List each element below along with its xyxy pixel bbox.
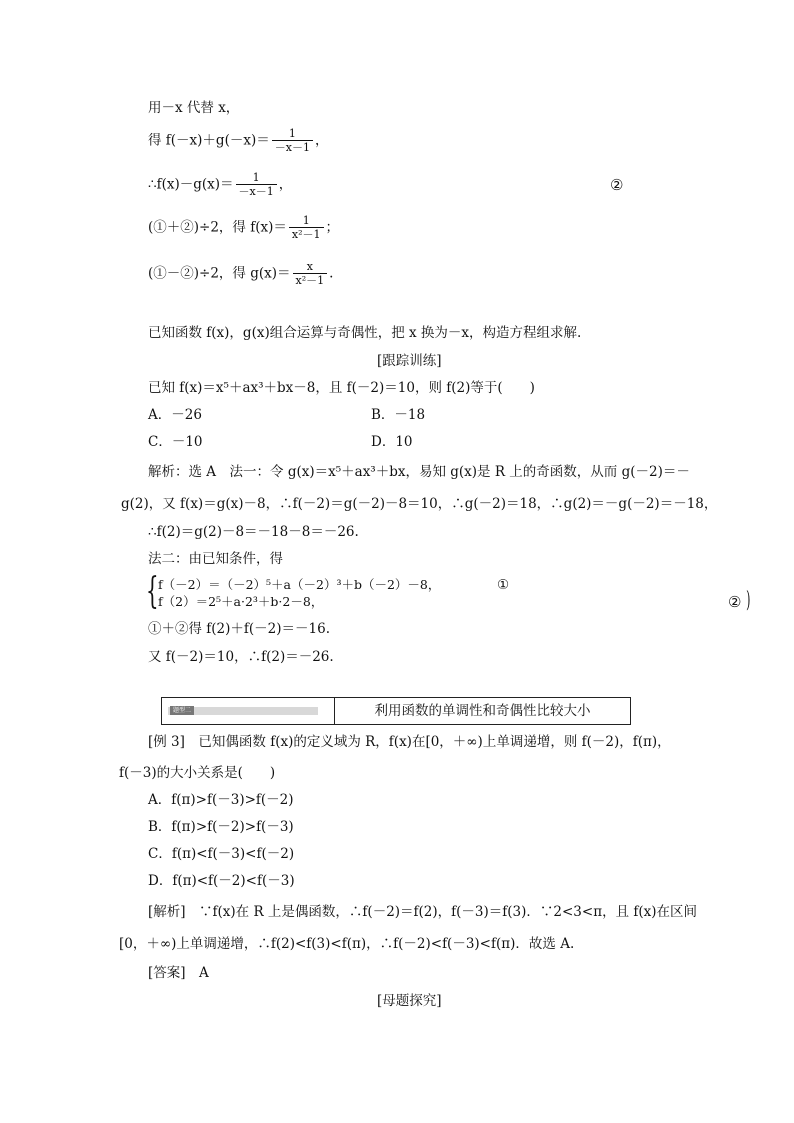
- practice-heading: [跟踪训练]: [377, 353, 442, 369]
- analysis-line-1: [解析] ∵f(x)在 R 上是偶函数，∴f(－2)＝f(2)，f(－3)＝f(3)．∵2<3<π，且 f(x)在区间: [148, 904, 698, 920]
- fraction: [289, 215, 324, 241]
- method-summary: 已知函数 f(x)，g(x)组合运算与奇偶性，把 x 换为－x，构造方程组求解.: [148, 325, 582, 341]
- example-option-b: B．f(π)>f(－2)>f(－3): [148, 819, 294, 835]
- equation-mark-2: ②: [610, 176, 624, 194]
- fraction-denominator: －x－1: [272, 140, 313, 154]
- fraction: [236, 172, 277, 198]
- fraction-denominator: －x－1: [236, 184, 277, 198]
- fraction-denominator: x²－1: [293, 273, 328, 287]
- option-b: B．－18: [371, 407, 426, 423]
- system-mark-1: ①: [497, 577, 510, 593]
- solution-line-4: 法二：由已知条件，得: [148, 551, 283, 567]
- system-mark-2: ②: [728, 593, 742, 611]
- derivation-line-3: [148, 172, 292, 198]
- solution-line-5: ①＋②得 f(2)＋f(－2)＝－16.: [148, 621, 330, 637]
- equation-lhs: (①＋②)÷2，得 f(x)＝: [148, 219, 287, 236]
- option-c: C．－10: [148, 434, 203, 450]
- fraction-numerator: 1: [252, 171, 260, 184]
- fraction-numerator: x: [306, 260, 313, 273]
- fraction: [293, 261, 328, 287]
- equation-end: ；: [325, 219, 339, 236]
- system-equation-1: f（－2）＝（－2）⁵＋a（－2）³＋b（－2）－8，: [158, 577, 441, 592]
- option-a: A．－26: [148, 407, 202, 423]
- section-title: 利用函数的单调性和奇偶性比较大小: [374, 703, 591, 719]
- fraction-numerator: 1: [288, 127, 296, 140]
- equation-lhs: (①－②)÷2，得 g(x)＝: [148, 265, 291, 282]
- system-brace: {: [146, 571, 159, 612]
- solution-line-6: 又 f(－2)＝10，∴f(2)＝－26.: [148, 649, 334, 665]
- footer-heading: [母题探究]: [377, 993, 442, 1009]
- fraction-numerator: 1: [302, 214, 310, 227]
- derivation-line-1: 用－x 代替 x，: [148, 100, 240, 116]
- system-right-paren: ): [746, 588, 751, 613]
- example-option-d: D．f(π)<f(－2)<f(－3): [148, 873, 295, 889]
- derivation-line-5: [148, 261, 333, 287]
- system-equation-2: f（2）＝2⁵＋a·2³＋b·2－8，: [158, 594, 324, 609]
- fraction-denominator: x²－1: [289, 227, 324, 241]
- section-header: [161, 697, 631, 725]
- solution-line-1: 解析：选 A 法一：令 g(x)＝x⁵＋ax³＋bx，易知 g(x)是 R 上的奇函数，从而 g(－2)＝－: [148, 464, 690, 480]
- example-option-c: C．f(π)<f(－3)<f(－2): [148, 846, 295, 862]
- derivation-line-2: [148, 128, 328, 154]
- equation-lhs: ∴f(x)－g(x)＝: [148, 176, 234, 193]
- solution-line-2: g(2)，又 f(x)＝g(x)－8，∴f(－2)＝g(－2)－8＝10，∴g(－2)＝18，∴g(2)＝－g(－2)＝－18，: [121, 496, 718, 512]
- example-option-a: A．f(π)>f(－3)>f(－2): [148, 792, 294, 808]
- equation-end: .: [329, 265, 334, 282]
- section-tag-label: 题型二: [170, 706, 194, 715]
- solution-line-3: ∴f(2)＝g(2)－8＝－18－8＝－26.: [148, 524, 359, 540]
- practice-question: 已知 f(x)＝x⁵＋ax³＋bx－8，且 f(－2)＝10，则 f(2)等于( ): [148, 380, 535, 396]
- equation-end: ，: [278, 176, 293, 193]
- answer-line: [答案] A: [148, 965, 209, 981]
- fraction: [272, 128, 313, 154]
- option-d: D．10: [371, 434, 413, 450]
- equation-end: ，: [314, 132, 329, 149]
- derivation-line-4: [148, 215, 339, 241]
- analysis-line-2: [0，＋∞)上单调递增，∴f(2)<f(3)<f(π)，∴f(－2)<f(－3)<f(π)．故选 A.: [119, 936, 575, 952]
- example-question-line-2: f(－3)的大小关系是( ): [119, 765, 276, 781]
- section-tag: [162, 698, 335, 724]
- example-question-line-1: [例 3] 已知偶函数 f(x)的定义域为 R，f(x)在[0，＋∞)上单调递增，则 f(－2)，f(π)，: [148, 734, 671, 750]
- equation-lhs: 得 f(－x)＋g(－x)＝: [148, 132, 270, 149]
